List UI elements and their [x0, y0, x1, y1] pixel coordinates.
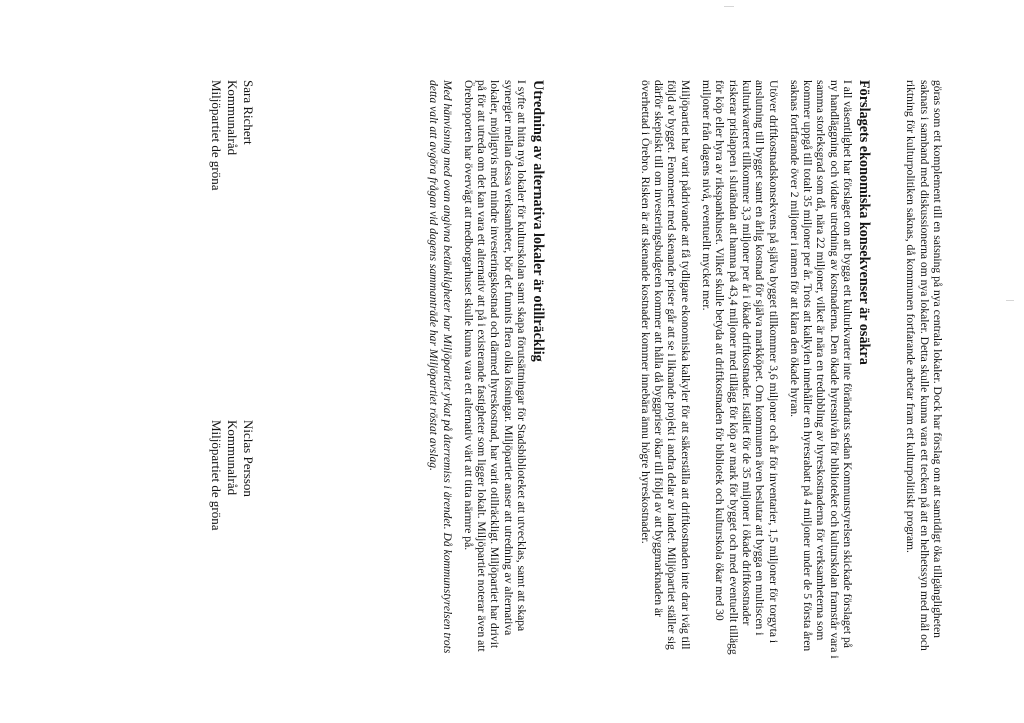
alternatives-section	[427, 80, 546, 660]
alternatives-heading: Utredning av alternativa lokaler är otillräcklig	[530, 80, 546, 362]
intro-paragraph: göras som ett komplement till en satsning på nya centrala lokaler. Dock har förslag om att samtidigt öka tillgängligheten saknats i samband med diskussionerna om nya lokaler. Detta skulle kunna vara ett tecken på att en helhetssyn med mål och riktning för kulturpolitiken saknas, då kommunen fortfarande arbetar fram ett kulturpolitiskt program.	[904, 80, 944, 651]
scan-mark	[724, 6, 734, 7]
closing-statement: Med hänvisning med ovan angivna betänkligheter har Miljöpartiet yrkat på återremiss i ärendet. Då kommunstyrelsen trots detta valt att avgöra frågan vid dagens sammanträde har Miljöpartiet röstat avslag.	[427, 80, 454, 654]
economics-section	[639, 80, 872, 660]
signature-block-right	[208, 420, 256, 530]
signatory-role: Kommunalråd	[225, 420, 240, 496]
signatory-name: Sara Richert	[241, 80, 256, 145]
signatory-party: Miljöpartiet de gröna	[209, 80, 224, 191]
economics-paragraph-2: Utöver driftkostnadskonsekvens på själva bygget tillkommer 3,6 miljoner och år för inventarier, 1,5 miljoner för torgyta i anslutning till bygget samt en årlig kostnad för själva markköpet. Om kommunen även beslutar att bygga en multiscen i kulturkvarteret tillkommer 3,3 miljoner per år i ökade driftkostnader. Istället för de 35 miljoner i ökade driftkostnader riskerar prislappen i slutändan att hamna på 43,4 miljoner med tillägg för köp av mark för bygget och med eventuellt tillägg för köp eller hyra av rikspankhuset. Vilket skulle betyda att driftkostnaden för bibliotek och kulturskola ökar med 30 miljoner från dagens nivå, eventuellt mycket mer.	[700, 80, 780, 655]
economics-paragraph-1: I all väsentlighet har förslaget om att bygga ett kulturkvarter inte förändrats sedan Kommunstyrelsen skickade förslaget på ny handläggning och vidare utredning av kostnaderna. Den ökade hyresnivån för biblioteket och kulturskolan framstår vara i samma storleksgrad som då, nära 22 miljoner, vilket är nära en tredubbling av hyreskostnaderna för verksamheterna som kommer uppgå till totalt 35 miljoner per år. Trots att kalkylen innehåller en hyresrabatt på 4 miljoner under de 5 första åren saknas fortfarande över 2 miljoner i ramen för att klara den ökade hyran.	[787, 80, 854, 659]
economics-paragraph-3: Miljöpartiet har varit pådrivande att få tydligare ekonomiska kalkyler för att säkerställa att driftkostnaden inte drar iväg till följd av bygget. Fenomenet med skenande priser går att se i liknande projekt i andra delar av landet. Miljöpartiet ställer sig därför skeptiskt till om investeringsbudgeten kommer att hålla då byggpriser ökar till följd av att byggmarknaden är överhettad i Örebro. Risken är att skenande kostnader kommer innebära ännu högre hyreskostnader.	[638, 80, 692, 650]
economics-heading: Förslagets ekonomiska konsekvenser är osäkra	[856, 80, 872, 365]
signatory-role: Kommunalråd	[225, 80, 240, 156]
scan-mark	[1006, 300, 1014, 301]
signatory-party: Miljöpartiet de gröna	[209, 420, 224, 531]
alternatives-paragraph: I syfte att hitta nya lokaler för kulturskolan samt skapa förutsättningar för Stadsbiblioteket att utvecklas, samt att skapa synergier mellan dessa verksamheter, bör det funnits flera olika lösningar. Miljöpartiet anser att utredning av alternativa lokaler, möjligtvis med mindre investeringskostnad och därmed hyreskostnad, har varit otillräckligt. Miljöpartiet har drivit på för att utreda om det kan vara ett alternativ att på i existerande fastigheter som ligger lokalt. Miljöpartiet noterar även att Örebroporten har övervägt att medborgarhuset skulle kunna vara ett alternativ värt att titta närmre på.	[461, 80, 528, 652]
signature-block-left	[208, 80, 256, 190]
signatory-name: Niclas Persson	[241, 420, 256, 497]
intro-section	[904, 80, 944, 660]
